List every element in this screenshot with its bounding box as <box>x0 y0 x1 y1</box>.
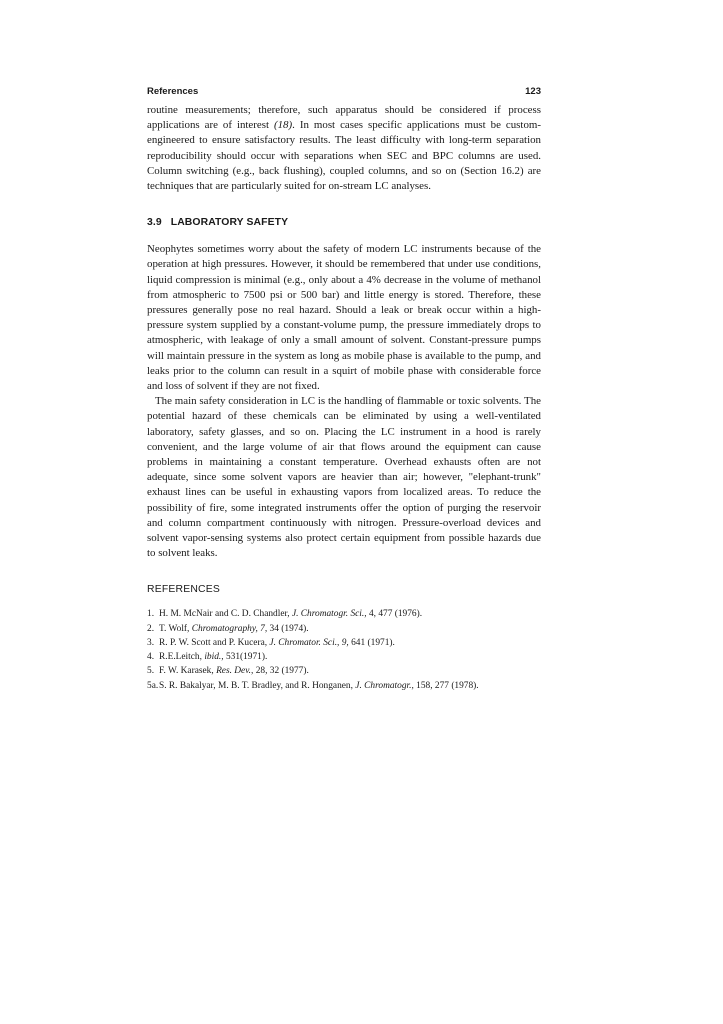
reference-journal: J. Chromator. Sci., 9, <box>269 637 349 648</box>
section-heading <box>147 217 541 228</box>
reference-journal: J. Chromatogr. Sci., <box>291 609 367 620</box>
reference-authors: R.E.Leitch, <box>159 652 205 663</box>
reference-item <box>147 679 541 693</box>
reference-text <box>159 607 422 621</box>
reference-text <box>159 679 479 693</box>
reference-list <box>147 607 541 692</box>
document-page <box>147 86 541 693</box>
running-head <box>147 86 541 97</box>
reference-text <box>159 622 309 636</box>
reference-number: 4. <box>147 652 155 663</box>
reference-journal: Res. Dev., <box>216 666 254 677</box>
section-number: 3.9 <box>147 217 162 229</box>
reference-citation: 28, 32 (1977). <box>253 666 309 677</box>
reference-item <box>147 622 541 636</box>
reference-text <box>159 664 309 678</box>
reference-authors: S. R. Bakalyar, M. B. T. Bradley, and R. Honganen, <box>159 680 356 691</box>
reference-text <box>159 650 267 664</box>
reference-item <box>147 607 541 621</box>
body-paragraph: The main safety consideration in LC is the handling of flammable or toxic solvents. The potential hazard of these chemicals can be eliminated by using a well-ventilated laboratory, safety glasses, and so on. Placing the LC instrument in a hood is rarely convenient, and the large volume of air that flows around the equipment can cause problems in maintaining a constant temperature. Overhead exhausts often are not adequate, since some solvent vapors are heavier than air; however, "elephant-trunk" exhaust lines can be useful in exhausting vapors from localized areas. To reduce the possibility of fire, some integrated instruments offer the option of purging the reservoir and column compartment continuously with nitrogen. Pressure-overload devices and solvent vapor-sensing systems also protect certain equipment from possible hazards due to solvent leaks. <box>147 395 541 560</box>
reference-citation: 531(1971). <box>223 652 268 663</box>
references-heading: REFERENCES <box>147 584 221 596</box>
reference-number: 2. <box>147 623 155 634</box>
reference-item <box>147 636 541 650</box>
reference-number: 1. <box>147 609 155 620</box>
reference-text <box>159 636 395 650</box>
intro-paragraph: routine measurements; therefore, such apparatus should be considered if process applications are of interest (18). In most cases specific applications must be custom-engineered to ensure satisfactory results. The least difficulty with long-term separation reproducibility should occur with separations when SEC and BPC columns are used. Column switching (e.g., back flushing), coupled columns, and so on (Section 16.2) are techniques that are particularly suited for on-stream LC analyses. <box>147 104 541 193</box>
reference-citation: 4, 477 (1976). <box>366 609 423 620</box>
reference-citation: 158, 277 (1978). <box>413 680 479 691</box>
reference-citation: 641 (1971). <box>348 637 395 648</box>
citation-reference: (18) <box>273 119 293 132</box>
reference-authors: F. W. Karasek, <box>159 666 217 677</box>
reference-authors: H. M. McNair and C. D. Chandler, <box>159 609 292 620</box>
reference-number: 5. <box>147 666 155 677</box>
reference-number: 3. <box>147 637 155 648</box>
reference-journal: ibid., <box>204 652 224 663</box>
page-number: 123 <box>525 86 541 97</box>
section-title: LABORATORY SAFETY <box>170 217 289 229</box>
reference-number: 5a. <box>147 680 159 691</box>
running-head-section: References <box>147 86 199 97</box>
reference-authors: R. P. W. Scott and P. Kucera, <box>159 637 270 648</box>
reference-journal: J. Chromatogr., <box>355 680 414 691</box>
reference-item <box>147 664 541 678</box>
body-paragraph: Neophytes sometimes worry about the safety of modern LC instruments because of the operation at high pressures. However, it should be remembered that under use conditions, liquid compression is minimal (e.g., only about a 4% decrease in the volume of methanol from atmospheric to 7500 psi or 500 bar) and little energy is stored. Therefore, these pressures generally pose no real hazard. Should a leak or break occur within a high-pressure system supplied by a constant-volume pump, the pressure immediately drops to atmospheric, with leakage of only a small amount of solvent. Constant-pressure pumps will maintain pressure in the system as long as mobile phase is available to the pump, and leaks prior to the column can result in a squirt of mobile phase with considerable force and loss of solvent if they are not fixed. <box>147 243 541 393</box>
reference-authors: T. Wolf, <box>159 623 192 634</box>
reference-item <box>147 650 541 664</box>
reference-citation: 34 (1974). <box>267 623 309 634</box>
reference-journal: Chromatography, 7, <box>191 623 268 634</box>
